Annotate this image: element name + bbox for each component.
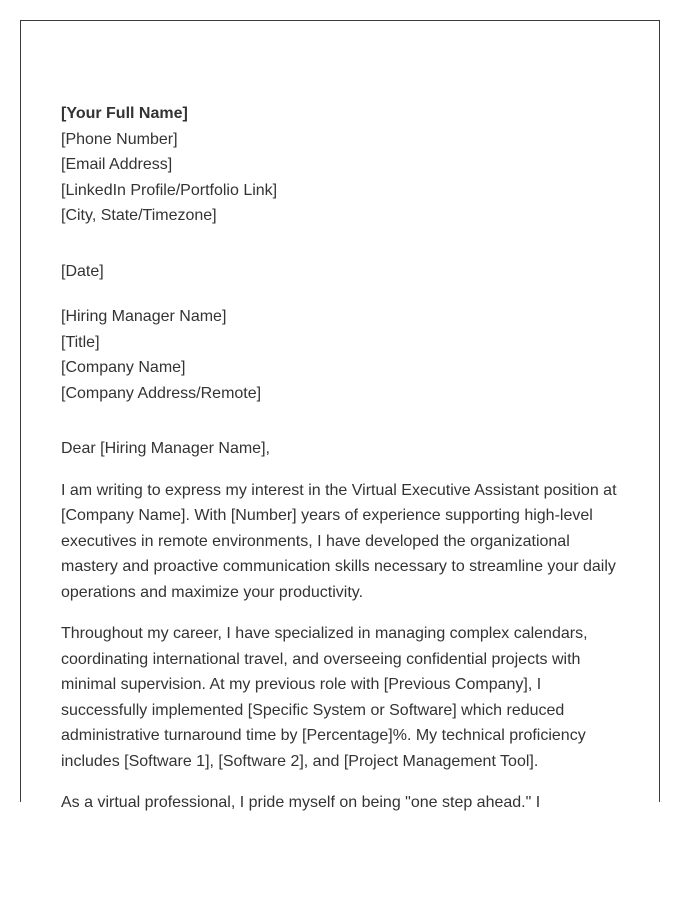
letter-content (61, 101, 631, 816)
salutation: Dear [Hiring Manager Name], (61, 440, 270, 457)
sender-location: [City, State/Timezone] (61, 207, 217, 224)
date-block (61, 259, 631, 285)
sender-linkedin: [LinkedIn Profile/Portfolio Link] (61, 181, 278, 199)
sender-email: [Email Address] (61, 156, 173, 173)
letter-date: [Date] (61, 262, 104, 280)
body-paragraph-1: I am writing to express my interest in the Virtual Executive Assistant position at [Company Name]. With [Number] years of experience supporting high-level executives in remote environments, I have developed the organizational mastery and proactive communication skills necessary to streamline your daily operations and maximize your productivity. (61, 481, 617, 601)
salutation-block (61, 436, 631, 462)
recipient-block (61, 304, 631, 406)
recipient-name: [Hiring Manager Name] (61, 308, 227, 325)
recipient-company: [Company Name] (61, 359, 186, 376)
recipient-address: [Company Address/Remote] (61, 384, 262, 402)
sender-phone: [Phone Number] (61, 130, 178, 148)
letter-page (20, 20, 660, 811)
sender-block (61, 101, 631, 229)
body-paragraph-2: Throughout my career, I have specialized in managing complex calendars, coordinating international travel, and overseeing confidential projects with minimal supervision. At my previous role with [Previous Company], I successfully implemented [Specific System or Software] which reduced administrative turnaround time by [Percentage]%. My technical proficiency includes [Software 1], [Software 2], and [Project Management Tool]. (61, 625, 588, 770)
recipient-title: [Title] (61, 333, 100, 351)
sender-name: [Your Full Name] (61, 105, 188, 122)
body-paragraph-3: As a virtual professional, I pride myself on being "one step ahead." I (61, 794, 541, 811)
